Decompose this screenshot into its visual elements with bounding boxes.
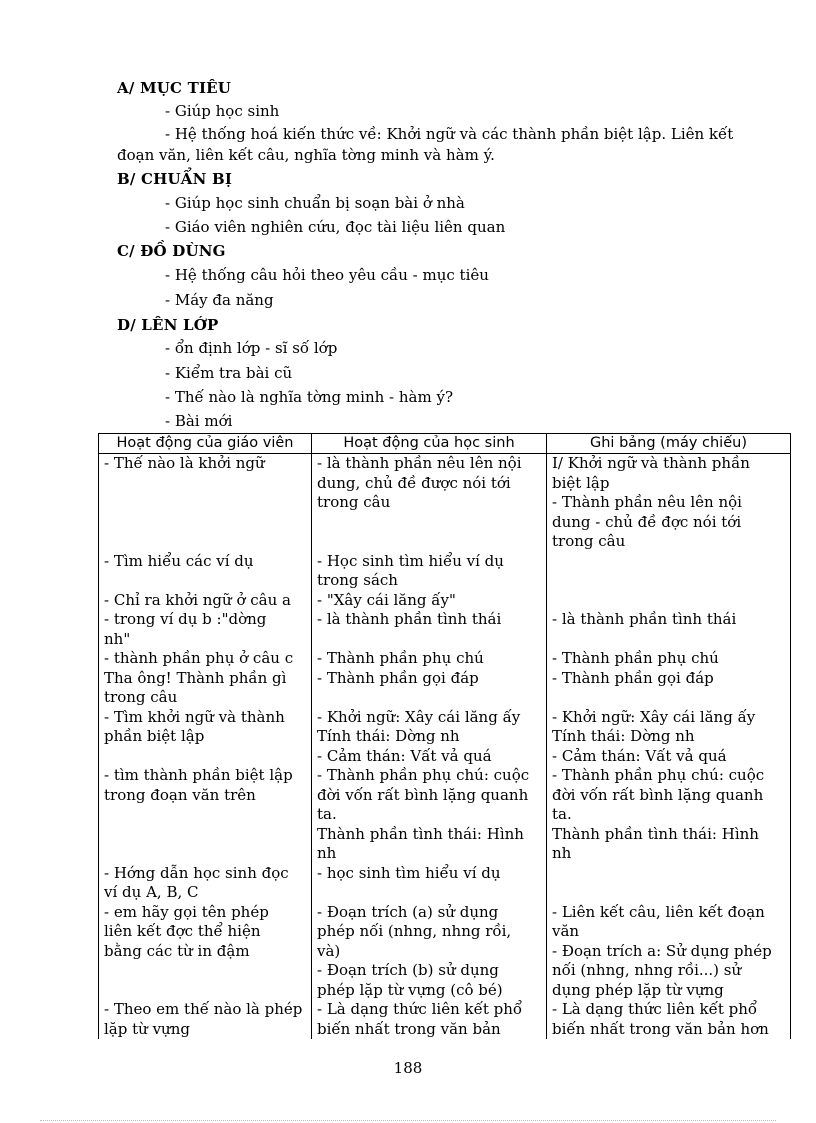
cell-text-line: - Thành phần phụ chú xyxy=(317,649,484,667)
cell-text-line: ta. xyxy=(317,805,337,823)
student-activity-cell xyxy=(312,552,547,591)
teacher-activity-cell xyxy=(99,591,312,611)
cell-text-line: - Cảm thán: Vất vả quá xyxy=(317,746,492,765)
cell-text-line: nh" xyxy=(104,629,131,648)
cell-text-line: - Tìm hiểu các ví dụ xyxy=(104,551,254,570)
cell-text-line: - Cảm thán: Vất vả quá xyxy=(552,746,727,765)
student-activity-cell xyxy=(312,610,547,649)
student-activity-cell xyxy=(312,864,547,903)
student-activity-cell xyxy=(312,669,547,708)
cell-text-line: I/ Khởi ngữ và thành phần xyxy=(552,454,750,472)
cell-text-line: - trong ví dụ b :"dờng xyxy=(104,610,267,628)
cell-text-line: - Là dạng thức liên kết phổ xyxy=(317,1000,523,1018)
board-notes-cell xyxy=(547,610,791,649)
cell-text-line: lặp từ vựng xyxy=(104,1019,190,1038)
student-activity-cell xyxy=(312,766,547,864)
section-title-d: D/ LÊN LỚP xyxy=(117,316,219,334)
section-d-line-1: - ổn định lớp - sĩ số lớp xyxy=(165,339,338,357)
teacher-activity-cell xyxy=(99,708,312,767)
header-teacher-activity: Hoạt động của giáo viên xyxy=(99,434,312,454)
cell-text-line: dung, chủ đề được nói tới xyxy=(317,473,511,492)
table-row xyxy=(99,669,791,708)
student-activity-cell xyxy=(312,454,547,552)
section-a-line-3: đoạn văn, liên kết câu, nghĩa tờng minh và hàm ý. xyxy=(117,146,495,164)
cell-text-line: phép lặp từ vựng (cô bé) xyxy=(317,980,503,999)
board-notes-cell xyxy=(547,708,791,767)
cell-text-line: - là thành phần tình thái xyxy=(317,610,502,628)
cell-text-line: - Hớng dẫn học sinh đọc xyxy=(104,863,289,882)
board-notes-cell xyxy=(547,552,791,591)
teacher-activity-cell xyxy=(99,766,312,864)
teacher-activity-cell xyxy=(99,454,312,552)
cell-text-line: nh xyxy=(317,844,337,862)
board-notes-cell xyxy=(547,864,791,903)
cell-text-line: biến nhất trong văn bản hơn xyxy=(552,1019,769,1038)
teacher-activity-cell xyxy=(99,669,312,708)
board-notes-cell xyxy=(547,903,791,1001)
table-row xyxy=(99,766,791,864)
cell-text-line: - là thành phần nêu lên nội xyxy=(317,454,522,472)
cell-text-line: đời vốn rất bình lặng quanh xyxy=(317,785,529,804)
cell-text-line: - Tìm khởi ngữ và thành xyxy=(104,707,285,726)
section-title-b: B/ CHUẨN BỊ xyxy=(117,170,233,188)
cell-text-line: - Thành phần phụ chú: cuộc xyxy=(317,766,530,784)
cell-text-line: Tính thái: Dờng nh xyxy=(552,727,695,745)
cell-text-line: - Theo em thế nào là phép xyxy=(104,1000,303,1018)
section-c-line-2: - Máy đa năng xyxy=(165,291,274,309)
cell-text-line: - Thế nào là khởi ngữ xyxy=(104,454,265,472)
section-a-line-1: - Giúp học sinh xyxy=(165,102,280,120)
student-activity-cell xyxy=(312,591,547,611)
section-b-line-2: - Giáo viên nghiên cứu, đọc tài liệu liên quan xyxy=(165,218,506,236)
board-notes-cell xyxy=(547,591,791,611)
cell-text-line: - Là dạng thức liên kết phổ xyxy=(552,1000,758,1018)
cell-text-line: - Thành phần gọi đáp xyxy=(317,668,479,687)
cell-text-line: - thành phần phụ ở câu c xyxy=(104,649,294,667)
table-row xyxy=(99,649,791,669)
board-notes-cell xyxy=(547,1000,791,1039)
table-row xyxy=(99,610,791,649)
student-activity-cell xyxy=(312,649,547,669)
cell-text-line: - là thành phần tình thái xyxy=(552,610,737,628)
cell-text-line: trong sách xyxy=(317,571,398,589)
cell-text-line: trong câu xyxy=(317,493,391,511)
table-row xyxy=(99,708,791,767)
section-d-line-2: - Kiểm tra bài cũ xyxy=(165,364,293,382)
table-row xyxy=(99,591,791,611)
cell-text-line: biệt lập xyxy=(552,473,610,492)
student-activity-cell xyxy=(312,708,547,767)
cell-text-line: - Đoạn trích a: Sử dụng phép xyxy=(552,941,772,960)
cell-text-line: nh xyxy=(552,844,572,862)
teacher-activity-cell xyxy=(99,1000,312,1039)
teacher-activity-cell xyxy=(99,864,312,903)
student-activity-cell xyxy=(312,903,547,1001)
cell-text-line: - tìm thành phần biệt lập xyxy=(104,766,293,784)
table-row xyxy=(99,454,791,552)
board-notes-cell xyxy=(547,766,791,864)
teacher-activity-cell xyxy=(99,552,312,591)
cell-text-line: - Khởi ngữ: Xây cái lăng ấy xyxy=(552,707,756,726)
cell-text-line: Thành phần tình thái: Hình xyxy=(317,824,524,843)
cell-text-line: dụng phép lặp từ vựng xyxy=(552,980,724,999)
section-d-line-4: - Bài mới xyxy=(165,412,233,430)
table-row xyxy=(99,903,791,1001)
cell-text-line: - "Xây cái lăng ấy" xyxy=(317,590,456,609)
section-c-line-1: - Hệ thống câu hỏi theo yêu cầu - mục tiêu xyxy=(165,266,489,284)
section-title-c: C/ ĐỒ DÙNG xyxy=(117,242,226,260)
cell-text-line: phần biệt lập xyxy=(104,727,205,745)
cell-text-line: bằng các từ in đậm xyxy=(104,941,250,960)
cell-text-line: Thành phần tình thái: Hình xyxy=(552,824,759,843)
cell-text-line: - Đoạn trích (a) sử dụng xyxy=(317,902,499,921)
cell-text-line: - Học sinh tìm hiểu ví dụ xyxy=(317,551,504,570)
cell-text-line: - Liên kết câu, liên kết đoạn xyxy=(552,902,765,921)
board-notes-cell xyxy=(547,454,791,552)
cell-text-line: biến nhất trong văn bản xyxy=(317,1019,501,1038)
cell-text-line: dung - chủ đề đợc nói tới xyxy=(552,512,742,531)
cell-text-line: - Chỉ ra khởi ngữ ở câu a xyxy=(104,590,291,609)
section-a-line-2: - Hệ thống hoá kiến thức về: Khởi ngữ và các thành phần biệt lập. Liên kết xyxy=(165,125,734,143)
footer-divider xyxy=(40,1120,776,1121)
cell-text-line: - Thành phần nêu lên nội xyxy=(552,493,742,511)
teacher-activity-cell xyxy=(99,610,312,649)
cell-text-line: đời vốn rất bình lặng quanh xyxy=(552,785,764,804)
cell-text-line: trong câu xyxy=(552,532,626,550)
cell-text-line: văn xyxy=(552,922,580,940)
cell-text-line: - em hãy gọi tên phép xyxy=(104,902,269,921)
cell-text-line: - Thành phần phụ chú: cuộc xyxy=(552,766,765,784)
table-row xyxy=(99,552,791,591)
teacher-activity-cell xyxy=(99,903,312,1001)
cell-text-line: - Khởi ngữ: Xây cái lăng ấy xyxy=(317,707,521,726)
section-d-line-3: - Thế nào là nghĩa tờng minh - hàm ý? xyxy=(165,388,453,406)
cell-text-line: Tha ông! Thành phần gì xyxy=(104,668,287,687)
table-header-row xyxy=(99,434,791,454)
cell-text-line: - Đoạn trích (b) sử dụng xyxy=(317,961,499,979)
cell-text-line: và) xyxy=(317,941,341,960)
table-row xyxy=(99,864,791,903)
cell-text-line: nối (nhng, nhng rồi...) sử xyxy=(552,961,742,979)
student-activity-cell xyxy=(312,1000,547,1039)
cell-text-line: trong câu xyxy=(104,688,178,706)
cell-text-line: - Thành phần phụ chú xyxy=(552,649,719,667)
cell-text-line: phép nối (nhng, nhng rồi, xyxy=(317,922,512,940)
cell-text-line: liên kết đợc thể hiện xyxy=(104,922,261,940)
cell-text-line: ta. xyxy=(552,805,572,823)
board-notes-cell xyxy=(547,669,791,708)
section-b-line-1: - Giúp học sinh chuẩn bị soạn bài ở nhà xyxy=(165,194,465,212)
board-notes-cell xyxy=(547,649,791,669)
teacher-activity-cell xyxy=(99,649,312,669)
cell-text-line: trong đoạn văn trên xyxy=(104,785,256,804)
header-student-activity: Hoạt động của học sinh xyxy=(312,434,547,454)
cell-text-line: - Thành phần gọi đáp xyxy=(552,668,714,687)
section-title-a: A/ MỤC TIÊU xyxy=(117,79,232,97)
table-body xyxy=(99,454,791,1040)
cell-text-line: Tính thái: Dờng nh xyxy=(317,727,460,745)
page-number: 188 xyxy=(393,1059,423,1077)
lesson-activity-table xyxy=(98,433,791,1039)
cell-text-line: ví dụ A, B, C xyxy=(104,883,199,901)
table-row xyxy=(99,1000,791,1039)
header-board-notes: Ghi bảng (máy chiếu) xyxy=(547,434,791,454)
cell-text-line: - học sinh tìm hiểu ví dụ xyxy=(317,863,501,882)
